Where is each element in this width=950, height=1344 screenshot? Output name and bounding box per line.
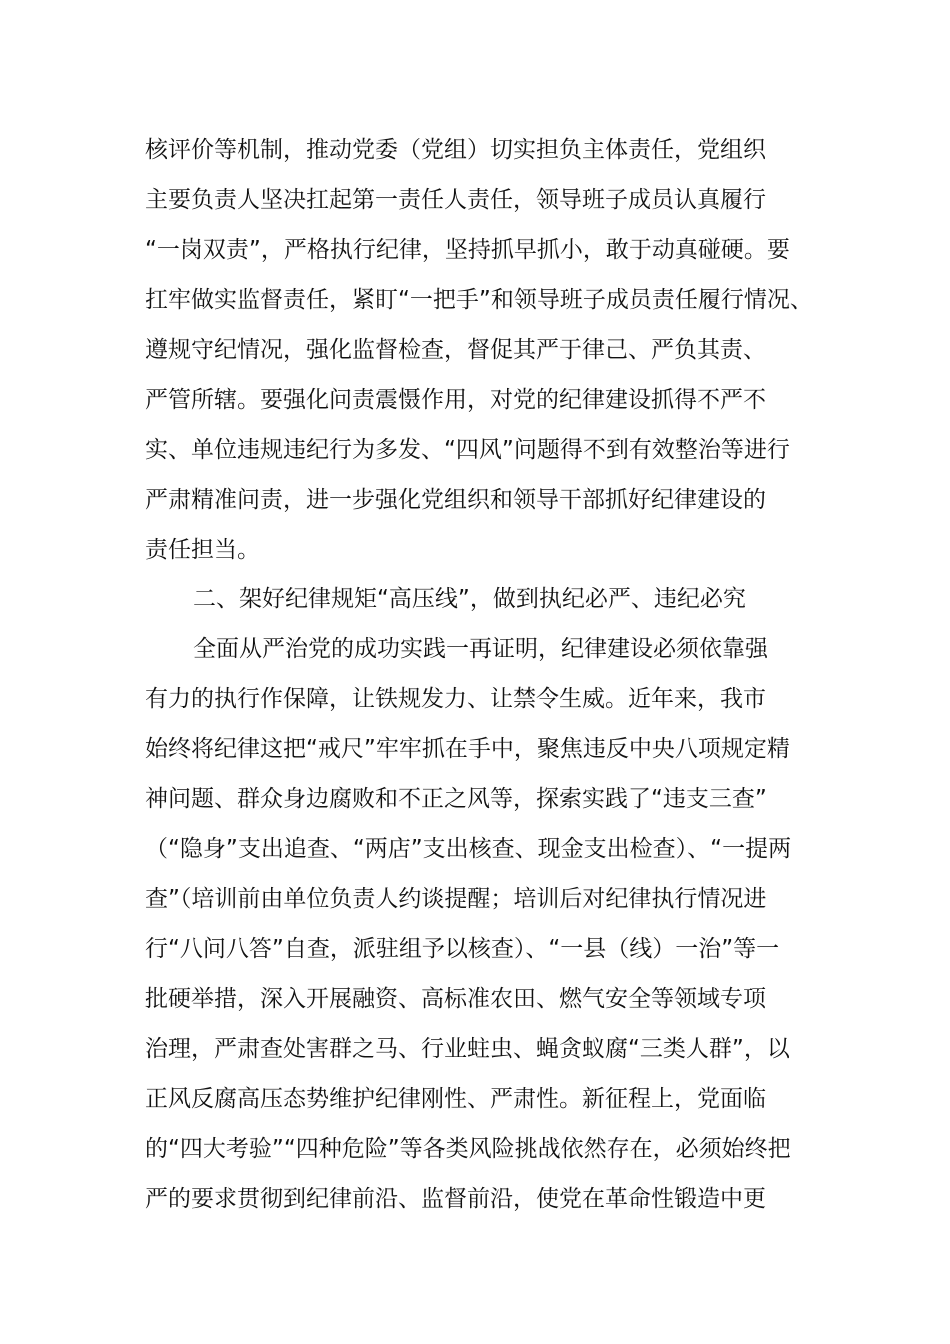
paragraph-line: 责任担当。 [145,537,260,563]
paragraph-line: 严管所辖。要强化问责震慑作用，对党的纪律建设抓得不严不 [145,387,766,413]
paragraph-line: 严的要求贯彻到纪律前沿、监督前沿，使党在革命性锻造中更 [145,1186,766,1212]
paragraph-line: 神问题、群众身边腐败和不正之风等，探索实践了“违支三查” [145,786,767,812]
paragraph-line: 查”（培训前由单位负责人约谈提醒；培训后对纪律执行情况进 [145,886,767,912]
paragraph-line: 始终将纪律这把“戒尺”牢牢抓在手中，聚焦违反中央八项规定精 [145,736,790,762]
paragraph-line: 治理，严肃查处害群之马、行业蛀虫、蝇贪蚁腐“三类人群”，以 [145,1036,790,1062]
paragraph-line: 严肃精准问责，进一步强化党组织和领导干部抓好纪律建设的 [145,487,766,513]
paragraph-line: 有力的执行作保障，让铁规发力、让禁令生威。近年来，我市 [145,686,766,712]
paragraph-line: （“隐身”支出追查、“两店”支出核查、现金支出检查）、“一提两 [145,836,792,862]
section-heading: 二、架好纪律规矩“高压线”，做到执纪必严、违纪必究 [193,586,746,612]
paragraph-line: 行“八问八答”自查，派驻组予以核查）、“一县（线）一治”等一 [145,936,780,962]
paragraph-line: 的“四大考验”“四种危险”等各类风险挑战依然存在，必须始终把 [145,1136,791,1162]
paragraph-line: 核评价等机制，推动党委（党组）切实担负主体责任，党组织 [145,137,766,163]
paragraph-line: 遵规守纪情况，强化监督检查，督促其严于律己、严负其责、 [145,337,766,363]
paragraph-line: 扛牢做实监督责任，紧盯“一把手”和领导班子成员责任履行情况、 [145,287,813,313]
paragraph-line: 实、单位违规违纪行为多发、“四风”问题得不到有效整治等进行 [145,437,790,463]
paragraph-line: 正风反腐高压态势维护纪律刚性、严肃性。新征程上，党面临 [145,1086,766,1112]
paragraph-line: 批硬举措，深入开展融资、高标准农田、燃气安全等领域专项 [145,986,766,1012]
paragraph-line: 主要负责人坚决扛起第一责任人责任，领导班子成员认真履行 [145,187,766,213]
paragraph-line: 全面从严治党的成功实践一再证明，纪律建设必须依靠强 [193,636,768,662]
paragraph-line: “一岗双责”，严格执行纪律，坚持抓早抓小，敢于动真碰硬。要 [145,237,790,263]
